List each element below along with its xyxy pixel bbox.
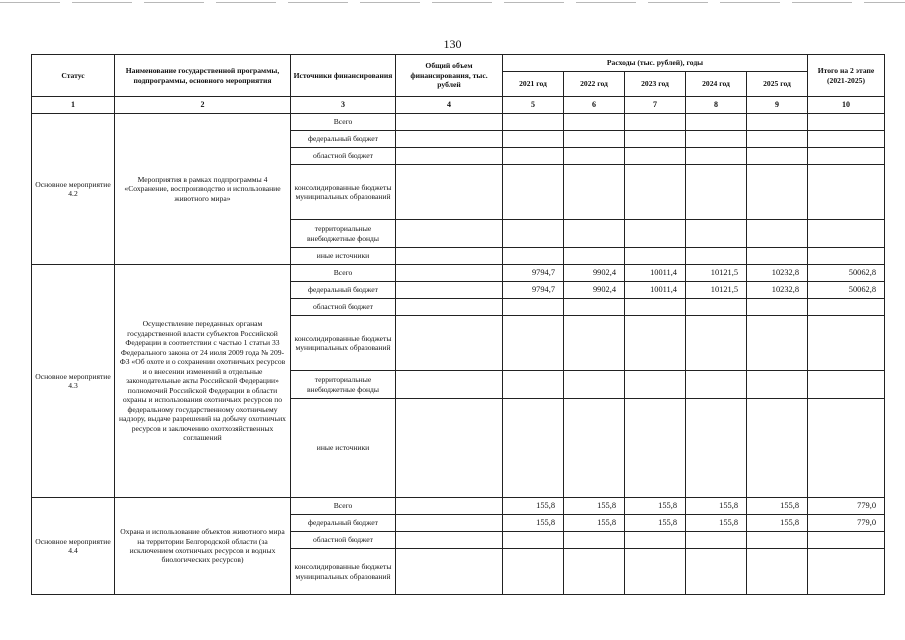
year-value-cell — [686, 114, 747, 131]
year-value-cell: 9794,7 — [503, 282, 564, 299]
year-value-cell: 9794,7 — [503, 265, 564, 282]
year-value-cell — [625, 248, 686, 265]
header-itogo: Итого на 2 этапе (2021-2025) — [808, 55, 885, 97]
year-value-cell — [625, 316, 686, 371]
itogo-cell — [808, 399, 885, 498]
header-status: Статус — [32, 55, 115, 97]
header-year: 2021 год — [503, 72, 564, 97]
year-value-cell — [686, 148, 747, 165]
year-value-cell — [747, 299, 808, 316]
year-value-cell — [686, 248, 747, 265]
year-value-cell: 10232,8 — [747, 282, 808, 299]
year-value-cell — [747, 248, 808, 265]
year-value-cell — [564, 532, 625, 549]
table-row — [32, 114, 885, 131]
source-cell: иные источники — [291, 248, 396, 265]
year-value-cell: 155,8 — [686, 515, 747, 532]
year-value-cell — [747, 532, 808, 549]
source-cell: консолидированные бюджеты муниципальных образований — [291, 549, 396, 595]
year-value-cell — [503, 248, 564, 265]
status-cell: Основное мероприятие 4.3 — [32, 265, 115, 498]
column-index: 8 — [686, 97, 747, 114]
status-cell: Основное мероприятие 4.2 — [32, 114, 115, 265]
year-value-cell — [564, 549, 625, 595]
year-value-cell — [503, 148, 564, 165]
itogo-cell: 779,0 — [808, 515, 885, 532]
year-value-cell — [747, 220, 808, 248]
table-row — [32, 265, 885, 282]
column-index: 4 — [396, 97, 503, 114]
year-value-cell — [503, 165, 564, 220]
year-value-cell: 10121,5 — [686, 265, 747, 282]
year-value-cell — [503, 532, 564, 549]
header-total-volume: Общий объем финансирования, тыс. рублей — [396, 55, 503, 97]
year-value-cell — [747, 316, 808, 371]
year-value-cell — [564, 114, 625, 131]
page-top-border — [0, 2, 905, 3]
column-index: 10 — [808, 97, 885, 114]
year-value-cell — [747, 399, 808, 498]
year-value-cell — [625, 532, 686, 549]
year-value-cell: 155,8 — [564, 515, 625, 532]
year-value-cell — [747, 165, 808, 220]
total-volume-cell — [396, 532, 503, 549]
year-value-cell — [625, 371, 686, 399]
total-volume-cell — [396, 265, 503, 282]
total-volume-cell — [396, 371, 503, 399]
source-cell: Всего — [291, 114, 396, 131]
year-value-cell — [686, 399, 747, 498]
year-value-cell: 10121,5 — [686, 282, 747, 299]
year-value-cell — [625, 220, 686, 248]
year-value-cell — [564, 220, 625, 248]
year-value-cell: 155,8 — [503, 498, 564, 515]
total-volume-cell — [396, 165, 503, 220]
year-value-cell — [564, 316, 625, 371]
year-value-cell: 155,8 — [747, 515, 808, 532]
year-value-cell — [564, 299, 625, 316]
total-volume-cell — [396, 299, 503, 316]
year-value-cell — [625, 131, 686, 148]
year-value-cell — [503, 220, 564, 248]
total-volume-cell — [396, 114, 503, 131]
source-cell: иные источники — [291, 399, 396, 498]
year-value-cell — [503, 371, 564, 399]
column-index: 7 — [625, 97, 686, 114]
source-cell: территориальные внебюджетные фонды — [291, 220, 396, 248]
year-value-cell: 155,8 — [625, 515, 686, 532]
year-value-cell — [564, 371, 625, 399]
year-value-cell — [686, 371, 747, 399]
total-volume-cell — [396, 248, 503, 265]
year-value-cell: 10011,4 — [625, 282, 686, 299]
itogo-cell — [808, 148, 885, 165]
year-value-cell — [564, 399, 625, 498]
header-year: 2022 год — [564, 72, 625, 97]
page-number: 130 — [443, 37, 462, 51]
total-volume-cell — [396, 549, 503, 595]
itogo-cell — [808, 165, 885, 220]
year-value-cell — [747, 131, 808, 148]
total-volume-cell — [396, 515, 503, 532]
year-value-cell — [686, 165, 747, 220]
measure-name-cell: Осуществление переданных органам государственной власти субъектов Российской Федерации в соответствии с частью 1 статьи 33 Федерального закона от 24 июля 2009 года № 209-ФЗ «Об охоте и о сохранении охотничьих ресурсов и о внесении изменений в отдельные законодательные акты Российской Федерации» полномочий Российской Федерации в области охраны и использования охотничьих ресурсов по федеральному государственному охотничьему надзору, выдаче разрешений на добычу охотничьих ресурсов и заключению охотхозяйственных соглашений — [115, 265, 291, 498]
column-index: 9 — [747, 97, 808, 114]
total-volume-cell — [396, 131, 503, 148]
total-volume-cell — [396, 282, 503, 299]
itogo-cell — [808, 131, 885, 148]
year-value-cell — [686, 549, 747, 595]
financing-table — [31, 54, 885, 595]
year-value-cell — [564, 131, 625, 148]
source-cell: областной бюджет — [291, 532, 396, 549]
year-value-cell: 9902,4 — [564, 265, 625, 282]
year-value-cell — [686, 532, 747, 549]
source-cell: областной бюджет — [291, 148, 396, 165]
measure-name-cell: Охрана и использование объектов животного мира на территории Белгородской области (за исключением охотничьих ресурсов и водных биологических ресурсов) — [115, 498, 291, 595]
year-value-cell — [686, 220, 747, 248]
year-value-cell — [503, 299, 564, 316]
year-value-cell — [503, 316, 564, 371]
itogo-cell — [808, 248, 885, 265]
year-value-cell — [686, 316, 747, 371]
year-value-cell — [625, 299, 686, 316]
table-row — [32, 498, 885, 515]
year-value-cell — [625, 114, 686, 131]
source-cell: федеральный бюджет — [291, 131, 396, 148]
year-value-cell — [625, 399, 686, 498]
year-value-cell: 155,8 — [747, 498, 808, 515]
column-index: 2 — [115, 97, 291, 114]
source-cell: федеральный бюджет — [291, 515, 396, 532]
year-value-cell — [564, 165, 625, 220]
source-cell: Всего — [291, 265, 396, 282]
source-cell: территориальные внебюджетные фонды — [291, 371, 396, 399]
year-value-cell — [503, 549, 564, 595]
year-value-cell — [564, 248, 625, 265]
year-value-cell — [747, 148, 808, 165]
itogo-cell — [808, 299, 885, 316]
itogo-cell — [808, 316, 885, 371]
itogo-cell — [808, 114, 885, 131]
column-index: 3 — [291, 97, 396, 114]
year-value-cell — [564, 148, 625, 165]
year-value-cell: 10011,4 — [625, 265, 686, 282]
total-volume-cell — [396, 148, 503, 165]
year-value-cell — [686, 131, 747, 148]
year-value-cell: 9902,4 — [564, 282, 625, 299]
year-value-cell: 155,8 — [564, 498, 625, 515]
year-value-cell — [747, 371, 808, 399]
itogo-cell — [808, 371, 885, 399]
itogo-cell: 50062,8 — [808, 282, 885, 299]
year-value-cell: 155,8 — [625, 498, 686, 515]
itogo-cell — [808, 549, 885, 595]
source-cell: областной бюджет — [291, 299, 396, 316]
year-value-cell — [625, 148, 686, 165]
total-volume-cell — [396, 498, 503, 515]
total-volume-cell — [396, 220, 503, 248]
itogo-cell — [808, 220, 885, 248]
year-value-cell — [686, 299, 747, 316]
year-value-cell — [503, 399, 564, 498]
header-name: Наименование государственной программы, подпрограммы, основного мероприятия — [115, 55, 291, 97]
year-value-cell — [625, 549, 686, 595]
column-index: 1 — [32, 97, 115, 114]
year-value-cell — [625, 165, 686, 220]
itogo-cell: 50062,8 — [808, 265, 885, 282]
year-value-cell — [747, 549, 808, 595]
total-volume-cell — [396, 399, 503, 498]
column-index: 5 — [503, 97, 564, 114]
source-cell: консолидированные бюджеты муниципальных образований — [291, 165, 396, 220]
header-year: 2025 год — [747, 72, 808, 97]
header-expenses: Расходы (тыс. рублей), годы — [503, 55, 808, 72]
column-index: 6 — [564, 97, 625, 114]
year-value-cell: 155,8 — [686, 498, 747, 515]
header-year: 2024 год — [686, 72, 747, 97]
header-sources: Источники финансирования — [291, 55, 396, 97]
itogo-cell — [808, 532, 885, 549]
itogo-cell: 779,0 — [808, 498, 885, 515]
year-value-cell — [503, 131, 564, 148]
source-cell: консолидированные бюджеты муниципальных образований — [291, 316, 396, 371]
year-value-cell — [503, 114, 564, 131]
source-cell: федеральный бюджет — [291, 282, 396, 299]
source-cell: Всего — [291, 498, 396, 515]
year-value-cell: 10232,8 — [747, 265, 808, 282]
year-value-cell — [747, 114, 808, 131]
status-cell: Основное мероприятие 4.4 — [32, 498, 115, 595]
header-year: 2023 год — [625, 72, 686, 97]
total-volume-cell — [396, 316, 503, 371]
year-value-cell: 155,8 — [503, 515, 564, 532]
measure-name-cell: Мероприятия в рамках подпрограммы 4 «Сохранение, воспроизводство и использование животного мира» — [115, 114, 291, 265]
